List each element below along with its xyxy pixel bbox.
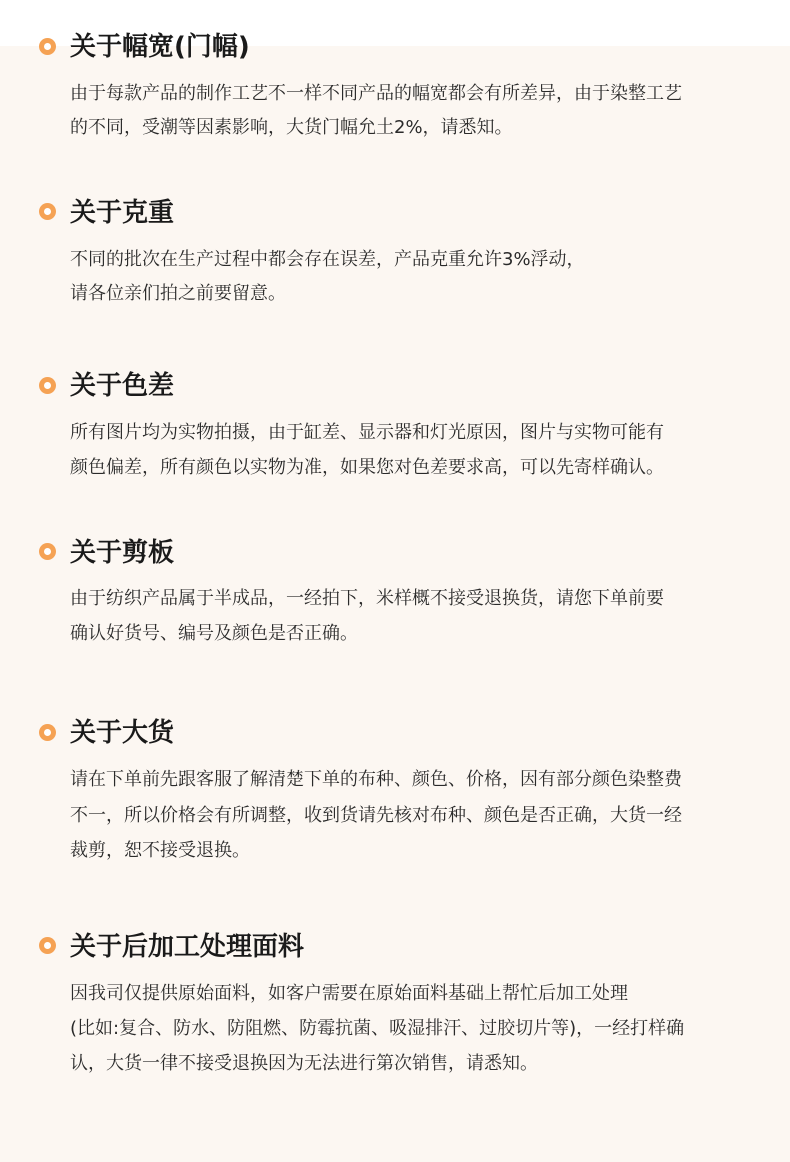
- bullet-icon: [39, 38, 56, 55]
- bullet-icon: [39, 543, 56, 560]
- section-text-line: 的不同，受潮等因素影响，大货门幅允土2%，请悉知。: [70, 117, 513, 138]
- section-text-line: 认，大货一律不接受退换因为无法进行第次销售，请悉知。: [70, 1053, 538, 1074]
- section-title: 关于色差: [70, 371, 175, 401]
- section-text-line: 所有图片均为实物拍摄，由于缸差、显示器和灯光原因，图片与实物可能有: [70, 422, 664, 443]
- section-text-line: 颜色偏差，所有颜色以实物为准，如果您对色差要求高，可以先寄样确认。: [70, 457, 664, 478]
- bullet-icon: [39, 203, 56, 220]
- section-title: 关于幅宽(门幅): [70, 32, 250, 62]
- bullet-icon: [39, 724, 56, 741]
- section-text-line: 不一，所以价格会有所调整，收到货请先核对布种、颜色是否正确，大货一经: [70, 805, 682, 826]
- section-text-line: 确认好货号、编号及颜色是否正确。: [70, 623, 358, 644]
- section-text-line: 由于每款产品的制作工艺不一样不同产品的幅宽都会有所差异，由于染整工艺: [70, 83, 682, 104]
- section-text-line: 不同的批次在生产过程中都会存在误差，产品克重允许3%浮动，: [70, 249, 585, 270]
- bullet-icon: [39, 377, 56, 394]
- section-title: 关于克重: [70, 198, 175, 228]
- section-text-line: 因我司仅提供原始面料，如客户需要在原始面料基础上帮忙后加工处理: [70, 983, 628, 1004]
- section-text-line: 请各位亲们拍之前要留意。: [70, 283, 286, 304]
- section-text-line: (比如:复合、防水、防阻燃、防霉抗菌、吸湿排汗、过胶切片等)，一经打样确: [70, 1018, 685, 1039]
- section-text-line: 由于纺织产品属于半成品，一经拍下，米样概不接受退换货，请您下单前要: [70, 588, 664, 609]
- section-text-line: 请在下单前先跟客服了解清楚下单的布种、颜色、价格，因有部分颜色染整费: [70, 769, 682, 790]
- section-title: 关于后加工处理面料: [70, 932, 305, 962]
- section-title: 关于大货: [70, 718, 175, 748]
- section-text-line: 裁剪，恕不接受退换。: [70, 840, 250, 861]
- section-title: 关于剪板: [70, 538, 175, 568]
- bullet-icon: [39, 937, 56, 954]
